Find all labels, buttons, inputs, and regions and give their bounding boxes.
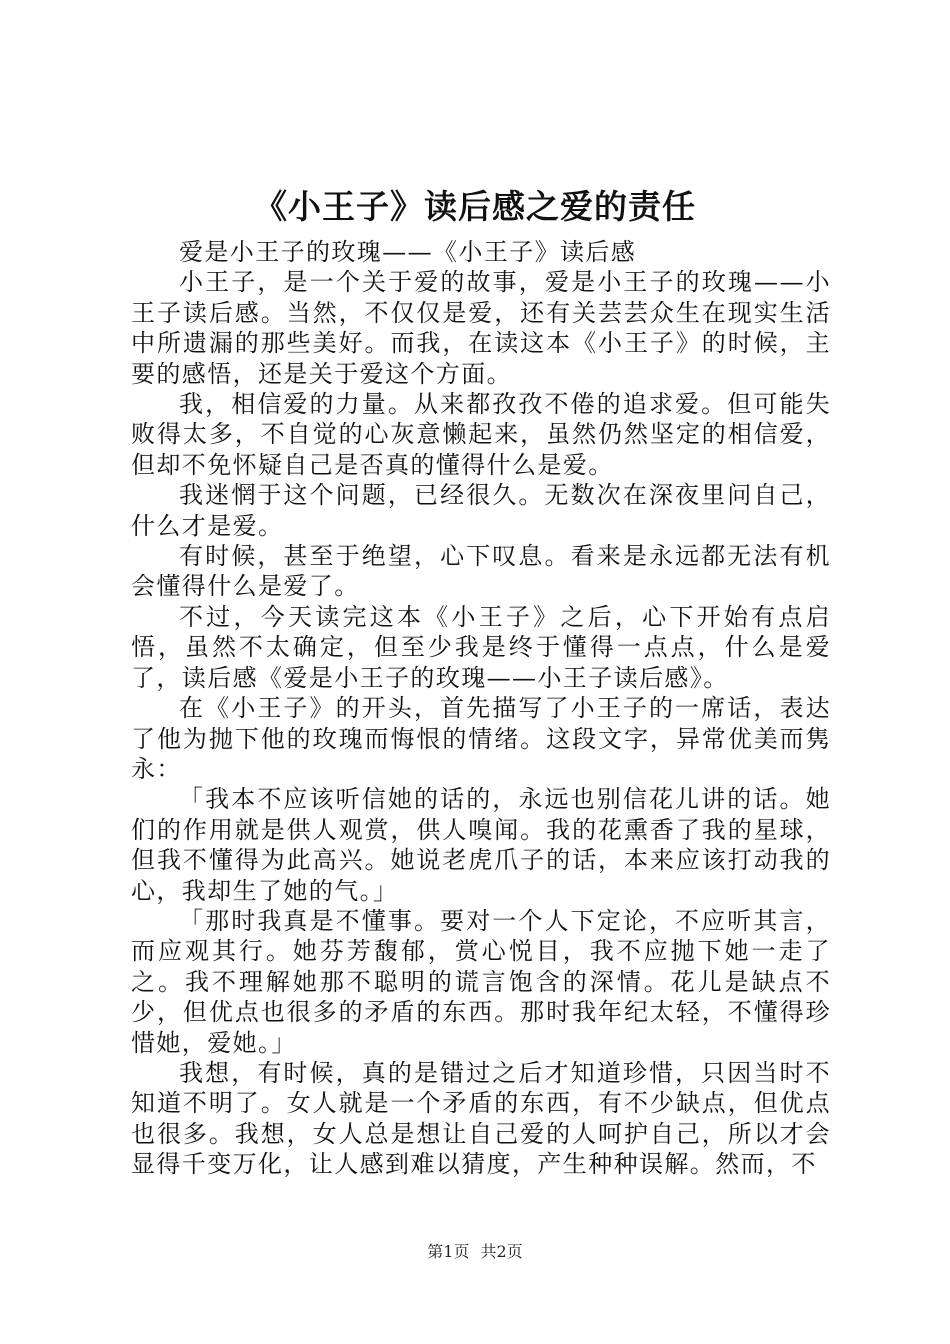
quote-paragraph: 「那时我真是不懂事。要对一个人下定论，不应听其言，而应观其行。她芬芳馥郁，赏心悦目，我不应抛下她一走了之。我不理解她那不聪明的谎言饱含的深情。花儿是缺点不少，但优点也很多的矛盾的东西。那时我年纪太轻，不懂得珍惜她，爱她。」 (131, 906, 831, 1057)
page-footer (0, 1241, 950, 1263)
page-total: 共2页 (480, 1242, 523, 1261)
paragraph: 小王子，是一个关于爱的故事，爱是小王子的玫瑰——小王子读后感。当然，不仅仅是爱，还有关芸芸众生在现实生活中所遗漏的那些美好。而我，在读这本《小王子》的时候，主要的感悟，还是关于爱这个方面。 (131, 268, 831, 388)
paragraph: 不过，今天读完这本《小王子》之后，心下开始有点启悟，虽然不太确定，但至少我是终于懂得一点点，什么是爱了，读后感《爱是小王子的玫瑰——小王子读后感》。 (131, 602, 831, 692)
paragraph: 我，相信爱的力量。从来都孜孜不倦的追求爱。但可能失败得太多，不自觉的心灰意懒起来，虽然仍然坚定的相信爱，但却不免怀疑自己是否真的懂得什么是爱。 (131, 390, 831, 479)
quote-paragraph: 「我本不应该听信她的话的，永远也别信花儿讲的话。她们的作用就是供人观赏，供人嗅闻。我的花熏香了我的星球，但我不懂得为此高兴。她说老虎爪子的话，本来应该打动我的心，我却生了她的气。」 (131, 785, 831, 905)
paragraph: 爱是小王子的玫瑰——《小王子》读后感 (179, 238, 637, 266)
paragraph: 在《小王子》的开头，首先描写了小王子的一席话，表达了他为抛下他的玫瑰而悔恨的情绪。这段文字，异常优美而隽永： (131, 694, 831, 783)
paragraph: 我想，有时候，真的是错过之后才知道珍惜，只因当时不知道不明了。女人就是一个矛盾的东西，有不少缺点，但优点也很多。我想，女人总是想让自己爱的人呵护自己，所以才会显得千变万化，让人感到难以猜度，产生种种误解。然而，不 (131, 1058, 831, 1179)
document-body (131, 237, 831, 1180)
paragraph: 有时候，甚至于绝望，心下叹息。看来是永远都无法有机会懂得什么是爱了。 (131, 542, 831, 601)
document-title: 《小王子》读后感之爱的责任 (254, 187, 696, 226)
page-number: 第1页 (427, 1242, 470, 1261)
paragraph: 我迷惘于这个问题，已经很久。无数次在深夜里问自己，什么才是爱。 (131, 481, 831, 540)
